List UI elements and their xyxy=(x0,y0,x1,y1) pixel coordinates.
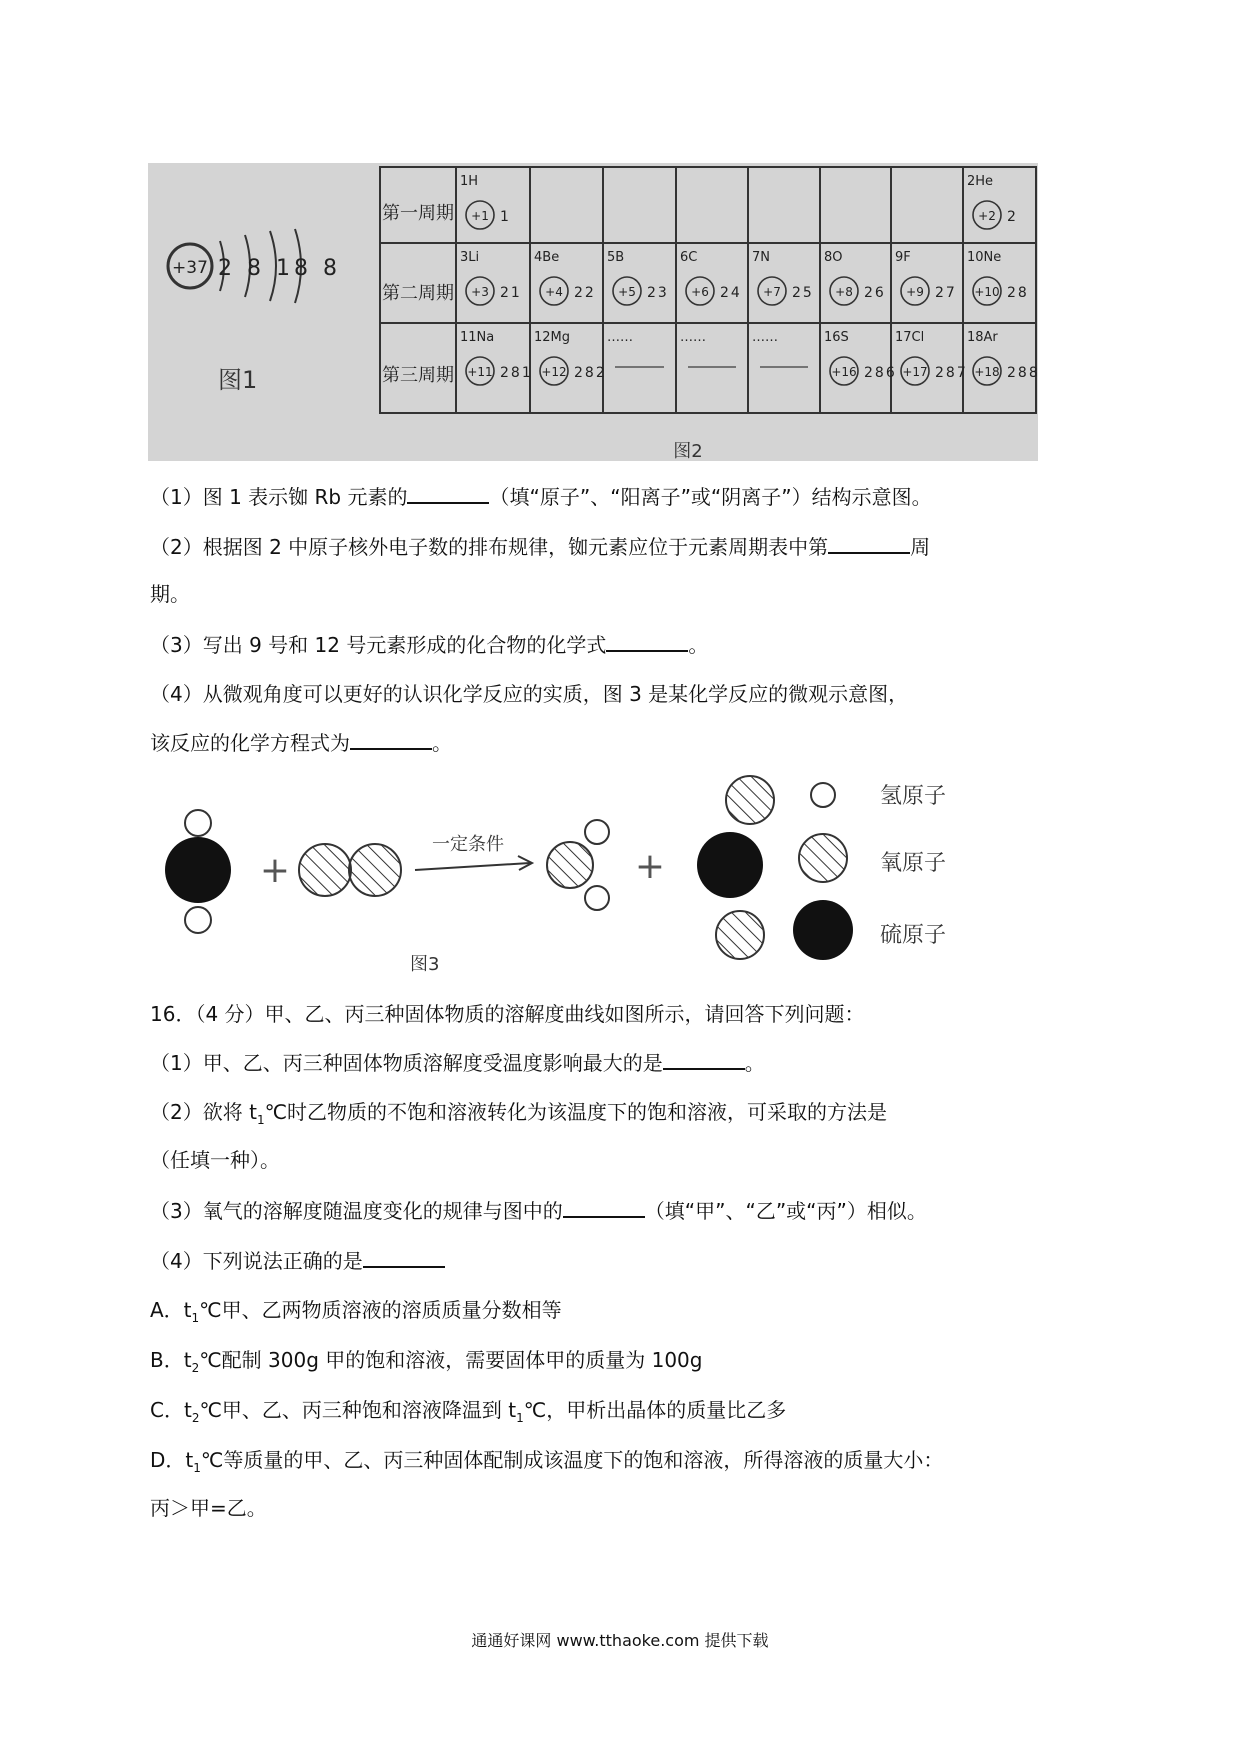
option-c-prefix: C．t xyxy=(150,1398,192,1422)
subscript: 2 xyxy=(191,1411,200,1425)
option-d-text-end: 丙＞甲=乙。 xyxy=(150,1496,267,1520)
q15-2-text-c: 期。 xyxy=(150,582,190,606)
q16-part3 xyxy=(150,1196,927,1225)
element-symbol: 12Mg xyxy=(534,330,571,345)
q15-3-text-a: （3）写出 9 号和 12 号元素形成的化合物的化学式 xyxy=(150,633,607,657)
shell-electrons: 23 xyxy=(647,285,669,301)
q15-part2 xyxy=(150,532,930,561)
q16-4-text: （4）下列说法正确的是 xyxy=(150,1249,363,1273)
fig1-shells: 2 8 18 8 xyxy=(218,256,341,281)
nucleus-charge: +9 xyxy=(906,285,924,299)
shell-electrons: 28 xyxy=(1007,285,1029,301)
q15-2-text-a: （2）根据图 2 中原子核外电子数的排布规律，铷元素应位于元素周期表中第 xyxy=(150,535,829,559)
q15-part3 xyxy=(150,630,708,659)
legend-hydrogen-icon xyxy=(811,783,835,807)
option-b-prefix: B．t xyxy=(150,1348,192,1372)
q16-2-text-a: （2）欲将 t xyxy=(150,1100,257,1124)
element-cell xyxy=(607,330,664,367)
shell-electrons: 27 xyxy=(935,285,957,301)
shell-electrons: 21 xyxy=(500,285,522,301)
q16-2-text-c: （任填一种）。 xyxy=(150,1148,280,1172)
sulfur-atom xyxy=(165,837,231,903)
element-cell xyxy=(607,250,669,305)
q16-3-text-b: （填“甲”、“乙”或“丙”）相似。 xyxy=(644,1199,927,1223)
reaction-arrow xyxy=(415,863,530,870)
option-a-prefix: A．t xyxy=(150,1298,192,1322)
element-symbol: …… xyxy=(680,330,706,345)
element-symbol: 16S xyxy=(824,330,849,345)
q16-part1 xyxy=(150,1048,765,1077)
nucleus-charge: +4 xyxy=(545,285,563,299)
fig2-label: 图2 xyxy=(673,441,703,461)
option-b-text: ℃配制 300g 甲的饱和溶液，需要固体甲的质量为 100g xyxy=(199,1348,703,1372)
element-cell xyxy=(895,330,968,385)
element-cell xyxy=(752,250,814,305)
shell-electrons: 281 xyxy=(500,365,533,381)
element-cell xyxy=(680,330,736,367)
oxygen-atom xyxy=(716,911,764,959)
legend-hydrogen-label: 氢原子 xyxy=(880,784,947,809)
q16-3-text-a: （3）氧气的溶解度随温度变化的规律与图中的 xyxy=(150,1199,563,1223)
answer-blank[interactable] xyxy=(407,482,489,504)
shell-electrons: 25 xyxy=(792,285,814,301)
nucleus-charge: +8 xyxy=(835,285,853,299)
element-cell xyxy=(824,330,897,385)
shell-electrons: 286 xyxy=(864,365,897,381)
shell-electrons: 288 xyxy=(1007,365,1038,381)
subscript: 1 xyxy=(516,1411,524,1425)
answer-blank[interactable] xyxy=(828,532,910,554)
q15-4-text-c: 。 xyxy=(432,731,452,755)
q15-1-text-b: （填“原子”、“阳离子”或“阴离子”）结构示意图。 xyxy=(489,485,932,509)
element-cell xyxy=(460,174,511,229)
oxygen-atom xyxy=(299,844,351,896)
shell-electrons: 24 xyxy=(720,285,742,301)
option-d-text: ℃等质量的甲、乙、丙三种固体配制成该温度下的饱和溶液，所得溶液的质量大小： xyxy=(200,1448,944,1472)
hydrogen-atom xyxy=(585,820,609,844)
shell-electrons: 26 xyxy=(864,285,886,301)
nucleus-charge: +16 xyxy=(831,365,857,379)
nucleus-charge: +17 xyxy=(902,365,928,379)
element-symbol: 2He xyxy=(967,174,994,189)
element-symbol: …… xyxy=(752,330,778,345)
figure-3 xyxy=(150,770,980,980)
shell-electrons: 22 xyxy=(574,285,596,301)
nucleus-charge: +12 xyxy=(541,365,567,379)
fig3-label: 图3 xyxy=(410,954,440,975)
element-symbol: 11Na xyxy=(460,330,495,345)
period-2-label: 第二周期 xyxy=(382,283,454,304)
element-cell xyxy=(460,250,522,305)
q16-1-text-a: （1）甲、乙、丙三种固体物质溶解度受温度影响最大的是 xyxy=(150,1051,663,1075)
option-d-prefix: D．t xyxy=(150,1448,194,1472)
element-symbol: 5B xyxy=(607,250,625,265)
legend-oxygen-label: 氧原子 xyxy=(880,851,947,876)
subscript: 1 xyxy=(191,1311,200,1325)
q15-part1 xyxy=(150,482,932,511)
element-symbol: 7N xyxy=(752,250,770,265)
fig1-nucleus: +37 xyxy=(172,258,208,278)
legend-sulfur-icon xyxy=(793,900,853,960)
shell-electrons: 1 xyxy=(500,209,511,225)
answer-blank[interactable] xyxy=(663,1048,745,1070)
q15-4-text-a: （4）从微观角度可以更好的认识化学反应的实质，图 3 是某化学反应的微观示意图， xyxy=(150,682,909,706)
subscript: 1 xyxy=(193,1461,201,1475)
period-3-label: 第三周期 xyxy=(382,365,454,386)
nucleus-charge: +10 xyxy=(974,285,1000,299)
answer-blank[interactable] xyxy=(350,728,432,750)
answer-blank[interactable] xyxy=(363,1246,445,1268)
option-d-cont xyxy=(150,1494,267,1522)
subscript: 2 xyxy=(191,1361,200,1375)
q15-4-text-b: 该反应的化学方程式为 xyxy=(150,731,350,755)
q16-part4 xyxy=(150,1246,445,1275)
element-cell xyxy=(460,330,533,385)
q15-3-text-b: 。 xyxy=(688,633,709,657)
reaction-condition: 一定条件 xyxy=(432,834,504,855)
nucleus-charge: +2 xyxy=(978,209,996,223)
nucleus-charge: +18 xyxy=(974,365,1000,379)
figure-1-2-photo xyxy=(148,163,1038,461)
element-cell xyxy=(680,250,742,305)
hydrogen-atom xyxy=(185,810,211,836)
q16-1-text-b: 。 xyxy=(744,1051,765,1075)
shell-electrons: 287 xyxy=(935,365,968,381)
q16-stem-text: 16．（4 分）甲、乙、丙三种固体物质的溶解度曲线如图所示，请回答下列问题： xyxy=(150,1002,865,1026)
nucleus-charge: +3 xyxy=(471,285,489,299)
element-symbol: 3Li xyxy=(460,250,480,265)
nucleus-charge: +11 xyxy=(467,365,493,379)
oxygen-atom xyxy=(726,776,774,824)
oxygen-atom xyxy=(349,844,401,896)
element-symbol: 18Ar xyxy=(967,330,998,345)
nucleus-charge: +6 xyxy=(691,285,709,299)
q15-part2-cont xyxy=(150,580,190,608)
element-cell xyxy=(895,250,957,305)
q16-2-text-b: ℃时乙物质的不饱和溶液转化为该温度下的饱和溶液，可采取的方法是 xyxy=(264,1100,888,1124)
q15-part4-cont xyxy=(150,728,452,757)
nucleus-charge: +5 xyxy=(618,285,636,299)
subscript: 1 xyxy=(256,1113,265,1127)
hydrogen-atom xyxy=(585,886,609,910)
periodic-table-figure xyxy=(148,163,1038,461)
element-symbol: 4Be xyxy=(534,250,560,265)
q16-part2-cont xyxy=(150,1146,280,1174)
fig1-label: 图1 xyxy=(218,366,258,394)
element-symbol: 9F xyxy=(895,250,911,265)
option-b xyxy=(150,1346,702,1382)
q15-1-text-a: （1）图 1 表示铷 Rb 元素的 xyxy=(150,485,408,509)
option-c xyxy=(150,1396,786,1432)
element-symbol: 17Cl xyxy=(895,330,925,345)
q15-2-text-b: 周 xyxy=(910,535,931,559)
period-1-label: 第一周期 xyxy=(382,203,454,224)
element-cell xyxy=(534,250,596,305)
plus-sign: + xyxy=(259,850,291,891)
q16-part2 xyxy=(150,1098,887,1134)
hydrogen-atom xyxy=(185,907,211,933)
option-a-text: ℃甲、乙两物质溶液的溶质质量分数相等 xyxy=(199,1298,562,1322)
element-cell xyxy=(967,330,1038,385)
plus-sign: + xyxy=(634,846,666,887)
nucleus-charge: +7 xyxy=(763,285,781,299)
answer-blank[interactable] xyxy=(563,1196,645,1218)
shell-electrons: 282 xyxy=(574,365,607,381)
element-symbol: 8O xyxy=(824,250,843,265)
element-cell xyxy=(967,174,1018,229)
element-symbol: 10Ne xyxy=(967,250,1002,265)
option-c-text: ℃甲、乙、丙三种饱和溶液降温到 t xyxy=(199,1398,517,1422)
nucleus-charge: +1 xyxy=(471,209,489,223)
element-cell xyxy=(967,250,1029,305)
element-cell xyxy=(534,330,607,385)
option-d xyxy=(150,1446,943,1482)
answer-blank[interactable] xyxy=(606,630,688,652)
reaction-diagram xyxy=(150,770,980,980)
element-symbol: 6C xyxy=(680,250,698,265)
legend-sulfur-label: 硫原子 xyxy=(880,923,947,948)
option-c-text-end: ℃，甲析出晶体的质量比乙多 xyxy=(523,1398,787,1422)
q16-stem xyxy=(150,1000,865,1028)
shell-electrons: 2 xyxy=(1007,209,1018,225)
legend-oxygen-icon xyxy=(799,834,847,882)
q15-part4 xyxy=(150,680,908,708)
sulfur-atom xyxy=(697,832,763,898)
oxygen-atom xyxy=(547,842,593,888)
element-cell xyxy=(824,250,886,305)
element-symbol: 1H xyxy=(460,174,479,189)
option-a xyxy=(150,1296,562,1332)
element-symbol: …… xyxy=(607,330,633,345)
page-footer: 通通好课网 www.tthaoke.com 提供下载 xyxy=(471,1631,769,1650)
element-cell xyxy=(752,330,808,367)
